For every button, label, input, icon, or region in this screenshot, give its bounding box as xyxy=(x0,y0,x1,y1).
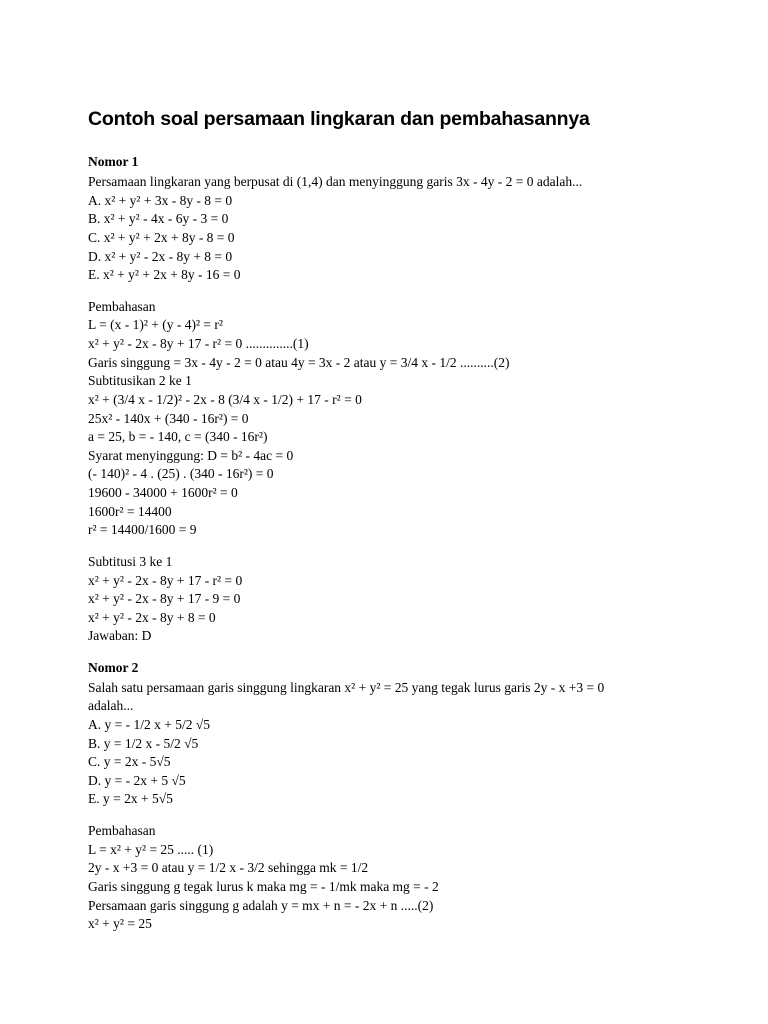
text-line: A. y = - 1/2 x + 5/2 √5 xyxy=(88,716,211,732)
text-line: L = (x - 1)² + (y - 4)² = r² xyxy=(88,317,223,333)
paragraph-spacer xyxy=(88,540,680,553)
text-line: Persamaan garis singgung g adalah y = mx + n = - 2x + n .....(2) xyxy=(88,897,434,913)
text-line: adalah... xyxy=(88,698,134,714)
text-line: D. x² + y² - 2x - 8y + 8 = 0 xyxy=(88,248,233,264)
document-body xyxy=(88,153,680,933)
section-heading: Nomor 2 xyxy=(88,660,139,676)
text-line: r² = 14400/1600 = 9 xyxy=(88,522,197,538)
text-line: x² + y² - 2x - 8y + 17 - r² = 0 xyxy=(88,572,243,588)
text-line: a = 25, b = - 140, c = (340 - 16r²) xyxy=(88,429,268,445)
text-line: Garis singgung = 3x - 4y - 2 = 0 atau 4y = 3x - 2 atau y = 3/4 x - 1/2 ..........(2) xyxy=(88,354,510,370)
document-section xyxy=(88,822,680,934)
text-line: 25x² - 140x + (340 - 16r²) = 0 xyxy=(88,410,249,426)
text-line: Jawaban: D xyxy=(88,628,152,644)
text-line: E. y = 2x + 5√5 xyxy=(88,791,173,807)
section-heading: Nomor 1 xyxy=(88,154,139,170)
document-section xyxy=(88,298,680,540)
text-line: D. y = - 2x + 5 √5 xyxy=(88,772,186,788)
text-line: x² + y² - 2x - 8y + 17 - r² = 0 ..............(1) xyxy=(88,336,309,352)
text-line: L = x² + y² = 25 ..... (1) xyxy=(88,841,214,857)
text-line: Garis singgung g tegak lurus k maka mg = - 1/mk maka mg = - 2 xyxy=(88,878,439,894)
text-line: x² + (3/4 x - 1/2)² - 2x - 8 (3/4 x - 1/2) + 17 - r² = 0 xyxy=(88,391,362,407)
text-line: Salah satu persamaan garis singgung lingkaran x² + y² = 25 yang tegak lurus garis 2y - x +3 = 0 xyxy=(88,679,605,695)
paragraph-spacer xyxy=(88,285,680,298)
text-line: (- 140)² - 4 . (25) . (340 - 16r²) = 0 xyxy=(88,466,274,482)
text-line: B. x² + y² - 4x - 6y - 3 = 0 xyxy=(88,211,229,227)
paragraph-spacer xyxy=(88,646,680,659)
document-section xyxy=(88,153,680,284)
text-line: 19600 - 34000 + 1600r² = 0 xyxy=(88,485,238,501)
text-line: Pembahasan xyxy=(88,823,156,839)
text-line: Syarat menyinggung: D = b² - 4ac = 0 xyxy=(88,447,294,463)
text-line: 2y - x +3 = 0 atau y = 1/2 x - 3/2 sehingga mk = 1/2 xyxy=(88,860,369,876)
text-line: E. x² + y² + 2x + 8y - 16 = 0 xyxy=(88,267,241,283)
document-section xyxy=(88,553,680,646)
text-line: Subtitusi 3 ke 1 xyxy=(88,553,173,569)
text-line: C. x² + y² + 2x + 8y - 8 = 0 xyxy=(88,229,235,245)
text-line: Subtitusikan 2 ke 1 xyxy=(88,373,192,389)
text-line: x² + y² - 2x - 8y + 17 - 9 = 0 xyxy=(88,591,241,607)
text-line: x² + y² = 25 xyxy=(88,916,152,932)
text-line: C. y = 2x - 5√5 xyxy=(88,754,171,770)
text-line: A. x² + y² + 3x - 8y - 8 = 0 xyxy=(88,192,233,208)
text-line: Persamaan lingkaran yang berpusat di (1,4) dan menyinggung garis 3x - 4y - 2 = 0 adalah... xyxy=(88,174,583,190)
text-line: x² + y² - 2x - 8y + 8 = 0 xyxy=(88,609,216,625)
text-line: 1600r² = 14400 xyxy=(88,503,172,519)
document-section xyxy=(88,659,680,809)
paragraph-spacer xyxy=(88,809,680,822)
text-line: B. y = 1/2 x - 5/2 √5 xyxy=(88,735,199,751)
page-title: Contoh soal persamaan lingkaran dan pembahasannya xyxy=(88,108,590,130)
text-line: Pembahasan xyxy=(88,298,156,314)
